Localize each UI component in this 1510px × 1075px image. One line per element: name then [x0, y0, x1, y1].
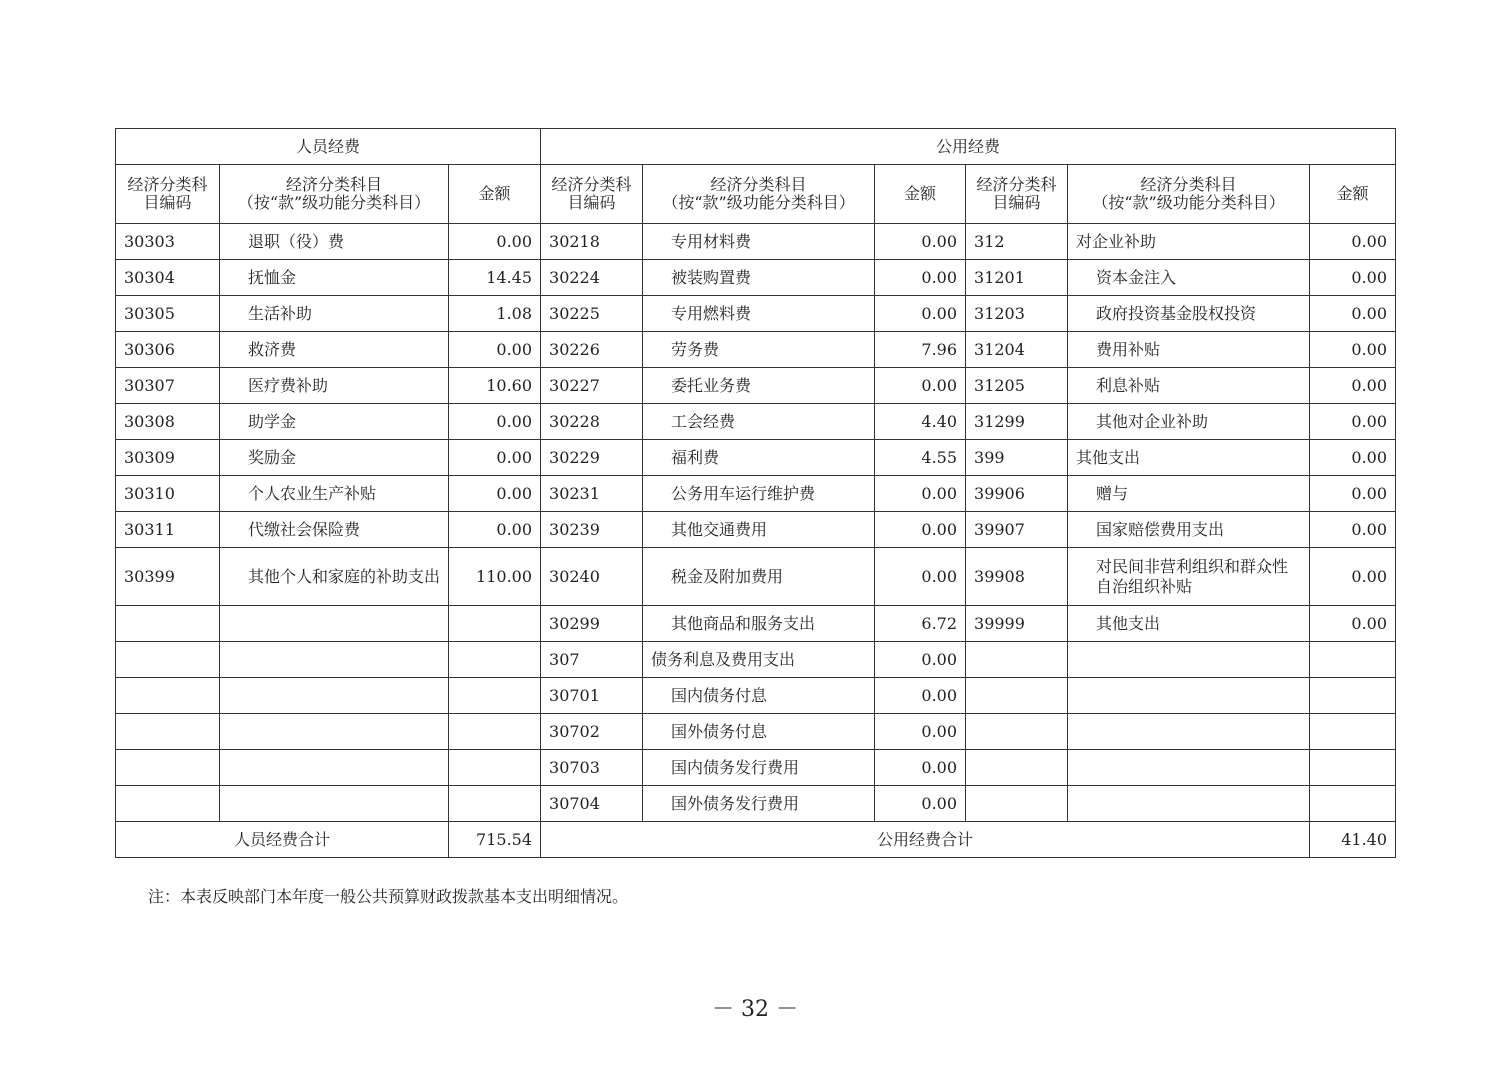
amount-cell	[449, 786, 541, 822]
amount-header: 金额	[875, 165, 966, 224]
subject-cell	[1068, 750, 1310, 786]
amount-header: 金额	[449, 165, 541, 224]
amount-cell	[1310, 750, 1396, 786]
subject-cell: 政府投资基金股权投资	[1068, 296, 1310, 332]
code-cell: 30225	[541, 296, 643, 332]
amount-cell: 0.00	[1310, 512, 1396, 548]
code-cell: 30307	[116, 368, 220, 404]
amount-cell: 0.00	[449, 332, 541, 368]
table-row	[116, 642, 1396, 678]
code-cell	[966, 714, 1068, 750]
subject-cell: 债务利息及费用支出	[643, 642, 875, 678]
subject-cell: 被装购置费	[643, 260, 875, 296]
amount-cell: 0.00	[1310, 296, 1396, 332]
subject-header	[1068, 165, 1310, 224]
amount-cell	[1310, 714, 1396, 750]
amount-cell: 0.00	[875, 678, 966, 714]
code-cell: 31205	[966, 368, 1068, 404]
amount-cell: 4.40	[875, 404, 966, 440]
amount-cell	[449, 750, 541, 786]
amount-cell	[449, 606, 541, 642]
amount-cell: 0.00	[875, 786, 966, 822]
code-cell: 30704	[541, 786, 643, 822]
code-cell: 30240	[541, 548, 643, 606]
subject-cell: 救济费	[220, 332, 449, 368]
subject-cell: 委托业务费	[643, 368, 875, 404]
table-row	[116, 440, 1396, 476]
code-cell: 30311	[116, 512, 220, 548]
subject-header-line2: （按“款”级功能分类科目）	[1092, 193, 1285, 212]
amount-header: 金额	[1310, 165, 1396, 224]
code-cell: 39908	[966, 548, 1068, 606]
code-cell: 30309	[116, 440, 220, 476]
subject-cell	[220, 642, 449, 678]
page-number: － 32 －	[712, 997, 798, 1022]
subject-header-line1: 经济分类科目	[285, 175, 382, 194]
public-total-label: 公用经费合计	[541, 822, 1310, 858]
public-header: 公用经费	[541, 129, 1396, 165]
amount-cell: 0.00	[875, 476, 966, 512]
subject-cell: 对民间非营利组织和群众性自治组织补贴	[1068, 548, 1310, 606]
code-header-label: 经济分类科目编码	[551, 175, 632, 212]
code-cell: 399	[966, 440, 1068, 476]
subject-cell: 国内债务发行费用	[643, 750, 875, 786]
code-cell: 31201	[966, 260, 1068, 296]
amount-cell: 0.00	[449, 224, 541, 260]
code-cell	[966, 750, 1068, 786]
amount-cell: 110.00	[449, 548, 541, 606]
code-header-label: 经济分类科目编码	[127, 175, 208, 212]
subject-cell: 福利费	[643, 440, 875, 476]
table-row	[116, 548, 1396, 606]
table-row	[116, 368, 1396, 404]
code-cell: 30303	[116, 224, 220, 260]
code-header	[116, 165, 220, 224]
code-cell: 307	[541, 642, 643, 678]
code-header-label: 经济分类科目编码	[976, 175, 1057, 212]
table-row	[116, 296, 1396, 332]
amount-cell: 0.00	[449, 440, 541, 476]
amount-cell: 4.55	[875, 440, 966, 476]
code-cell	[966, 678, 1068, 714]
subject-cell: 劳务费	[643, 332, 875, 368]
amount-cell: 0.00	[1310, 224, 1396, 260]
subject-cell: 税金及附加费用	[643, 548, 875, 606]
table-row	[116, 606, 1396, 642]
public-total-amount: 41.40	[1310, 822, 1396, 858]
code-cell: 30399	[116, 548, 220, 606]
code-cell: 30703	[541, 750, 643, 786]
totals-row	[116, 822, 1396, 858]
amount-cell: 0.00	[875, 260, 966, 296]
table-row	[116, 786, 1396, 822]
code-cell: 31203	[966, 296, 1068, 332]
amount-cell: 10.60	[449, 368, 541, 404]
code-cell	[116, 642, 220, 678]
amount-cell: 0.00	[449, 512, 541, 548]
subject-cell	[220, 606, 449, 642]
table-row	[116, 224, 1396, 260]
code-cell	[116, 750, 220, 786]
amount-cell: 0.00	[1310, 440, 1396, 476]
code-cell: 39999	[966, 606, 1068, 642]
subject-cell: 抚恤金	[220, 260, 449, 296]
subject-cell: 公务用车运行维护费	[643, 476, 875, 512]
amount-cell: 0.00	[1310, 476, 1396, 512]
amount-cell: 0.00	[1310, 404, 1396, 440]
code-cell: 30310	[116, 476, 220, 512]
code-cell: 30306	[116, 332, 220, 368]
personnel-total-amount: 715.54	[449, 822, 541, 858]
code-cell: 30701	[541, 678, 643, 714]
subject-cell: 其他对企业补助	[1068, 404, 1310, 440]
amount-cell: 14.45	[449, 260, 541, 296]
subject-cell: 医疗费补助	[220, 368, 449, 404]
subject-cell: 奖励金	[220, 440, 449, 476]
subject-header-line1: 经济分类科目	[1140, 175, 1237, 194]
table-row	[116, 714, 1396, 750]
table-row	[116, 404, 1396, 440]
code-cell: 31299	[966, 404, 1068, 440]
column-header-row	[116, 165, 1396, 224]
code-header	[966, 165, 1068, 224]
subject-cell: 生活补助	[220, 296, 449, 332]
subject-cell: 国家赔偿费用支出	[1068, 512, 1310, 548]
subject-header	[643, 165, 875, 224]
code-cell: 30299	[541, 606, 643, 642]
code-cell: 30239	[541, 512, 643, 548]
code-cell: 30227	[541, 368, 643, 404]
code-cell: 30308	[116, 404, 220, 440]
amount-cell	[449, 714, 541, 750]
code-cell: 30226	[541, 332, 643, 368]
subject-cell: 赠与	[1068, 476, 1310, 512]
subject-cell: 专用燃料费	[643, 296, 875, 332]
code-cell	[116, 714, 220, 750]
code-cell: 312	[966, 224, 1068, 260]
amount-cell	[1310, 642, 1396, 678]
code-cell: 30305	[116, 296, 220, 332]
amount-cell: 6.72	[875, 606, 966, 642]
amount-cell: 0.00	[1310, 606, 1396, 642]
subject-cell: 专用材料费	[643, 224, 875, 260]
code-cell: 30218	[541, 224, 643, 260]
amount-cell: 0.00	[449, 476, 541, 512]
subject-cell: 代缴社会保险费	[220, 512, 449, 548]
subject-cell: 其他交通费用	[643, 512, 875, 548]
subject-cell: 助学金	[220, 404, 449, 440]
amount-cell: 1.08	[449, 296, 541, 332]
group-header-row	[116, 129, 1396, 165]
table-row	[116, 476, 1396, 512]
subject-cell: 资本金注入	[1068, 260, 1310, 296]
subject-cell: 其他支出	[1068, 440, 1310, 476]
subject-cell: 国内债务付息	[643, 678, 875, 714]
subject-cell: 个人农业生产补贴	[220, 476, 449, 512]
amount-cell	[1310, 786, 1396, 822]
amount-cell	[1310, 678, 1396, 714]
subject-cell	[220, 714, 449, 750]
subject-header-line2: （按“款”级功能分类科目）	[662, 193, 855, 212]
amount-cell: 0.00	[1310, 260, 1396, 296]
subject-cell: 其他支出	[1068, 606, 1310, 642]
subject-cell	[1068, 714, 1310, 750]
code-cell: 30231	[541, 476, 643, 512]
amount-cell	[449, 642, 541, 678]
code-cell: 39906	[966, 476, 1068, 512]
subject-cell	[220, 750, 449, 786]
code-cell	[966, 786, 1068, 822]
code-header	[541, 165, 643, 224]
personnel-header: 人员经费	[116, 129, 541, 165]
amount-cell: 0.00	[875, 642, 966, 678]
subject-cell: 工会经费	[643, 404, 875, 440]
amount-cell: 0.00	[875, 714, 966, 750]
code-cell: 30224	[541, 260, 643, 296]
code-cell	[116, 606, 220, 642]
amount-cell: 0.00	[875, 368, 966, 404]
code-cell: 30304	[116, 260, 220, 296]
subject-cell: 退职（役）费	[220, 224, 449, 260]
amount-cell: 0.00	[875, 548, 966, 606]
amount-cell: 0.00	[1310, 368, 1396, 404]
subject-header	[220, 165, 449, 224]
subject-header-line2: （按“款”级功能分类科目）	[237, 193, 431, 212]
amount-cell: 0.00	[875, 750, 966, 786]
subject-cell: 国外债务发行费用	[643, 786, 875, 822]
amount-cell	[449, 678, 541, 714]
amount-cell: 0.00	[1310, 548, 1396, 606]
code-cell: 30702	[541, 714, 643, 750]
subject-cell: 国外债务付息	[643, 714, 875, 750]
table-row	[116, 750, 1396, 786]
table-row	[116, 260, 1396, 296]
amount-cell: 0.00	[875, 224, 966, 260]
subject-cell	[220, 786, 449, 822]
budget-detail-table	[115, 128, 1396, 858]
subject-cell: 利息补贴	[1068, 368, 1310, 404]
subject-cell: 费用补贴	[1068, 332, 1310, 368]
table-footnote: 注：本表反映部门本年度一般公共预算财政拨款基本支出明细情况。	[148, 887, 629, 906]
code-cell	[966, 642, 1068, 678]
subject-cell	[1068, 786, 1310, 822]
table-row	[116, 678, 1396, 714]
code-cell	[116, 678, 220, 714]
subject-cell: 其他商品和服务支出	[643, 606, 875, 642]
subject-cell: 对企业补助	[1068, 224, 1310, 260]
table-row	[116, 512, 1396, 548]
code-cell: 30228	[541, 404, 643, 440]
subject-cell	[1068, 678, 1310, 714]
subject-cell	[220, 678, 449, 714]
amount-cell: 0.00	[875, 512, 966, 548]
subject-cell: 其他个人和家庭的补助支出	[220, 548, 449, 606]
amount-cell: 0.00	[1310, 332, 1396, 368]
table-row	[116, 332, 1396, 368]
subject-cell	[1068, 642, 1310, 678]
personnel-total-label: 人员经费合计	[116, 822, 449, 858]
code-cell: 31204	[966, 332, 1068, 368]
amount-cell: 0.00	[449, 404, 541, 440]
code-cell: 30229	[541, 440, 643, 476]
amount-cell: 0.00	[875, 296, 966, 332]
code-cell: 39907	[966, 512, 1068, 548]
amount-cell: 7.96	[875, 332, 966, 368]
subject-header-line1: 经济分类科目	[710, 175, 807, 194]
code-cell	[116, 786, 220, 822]
